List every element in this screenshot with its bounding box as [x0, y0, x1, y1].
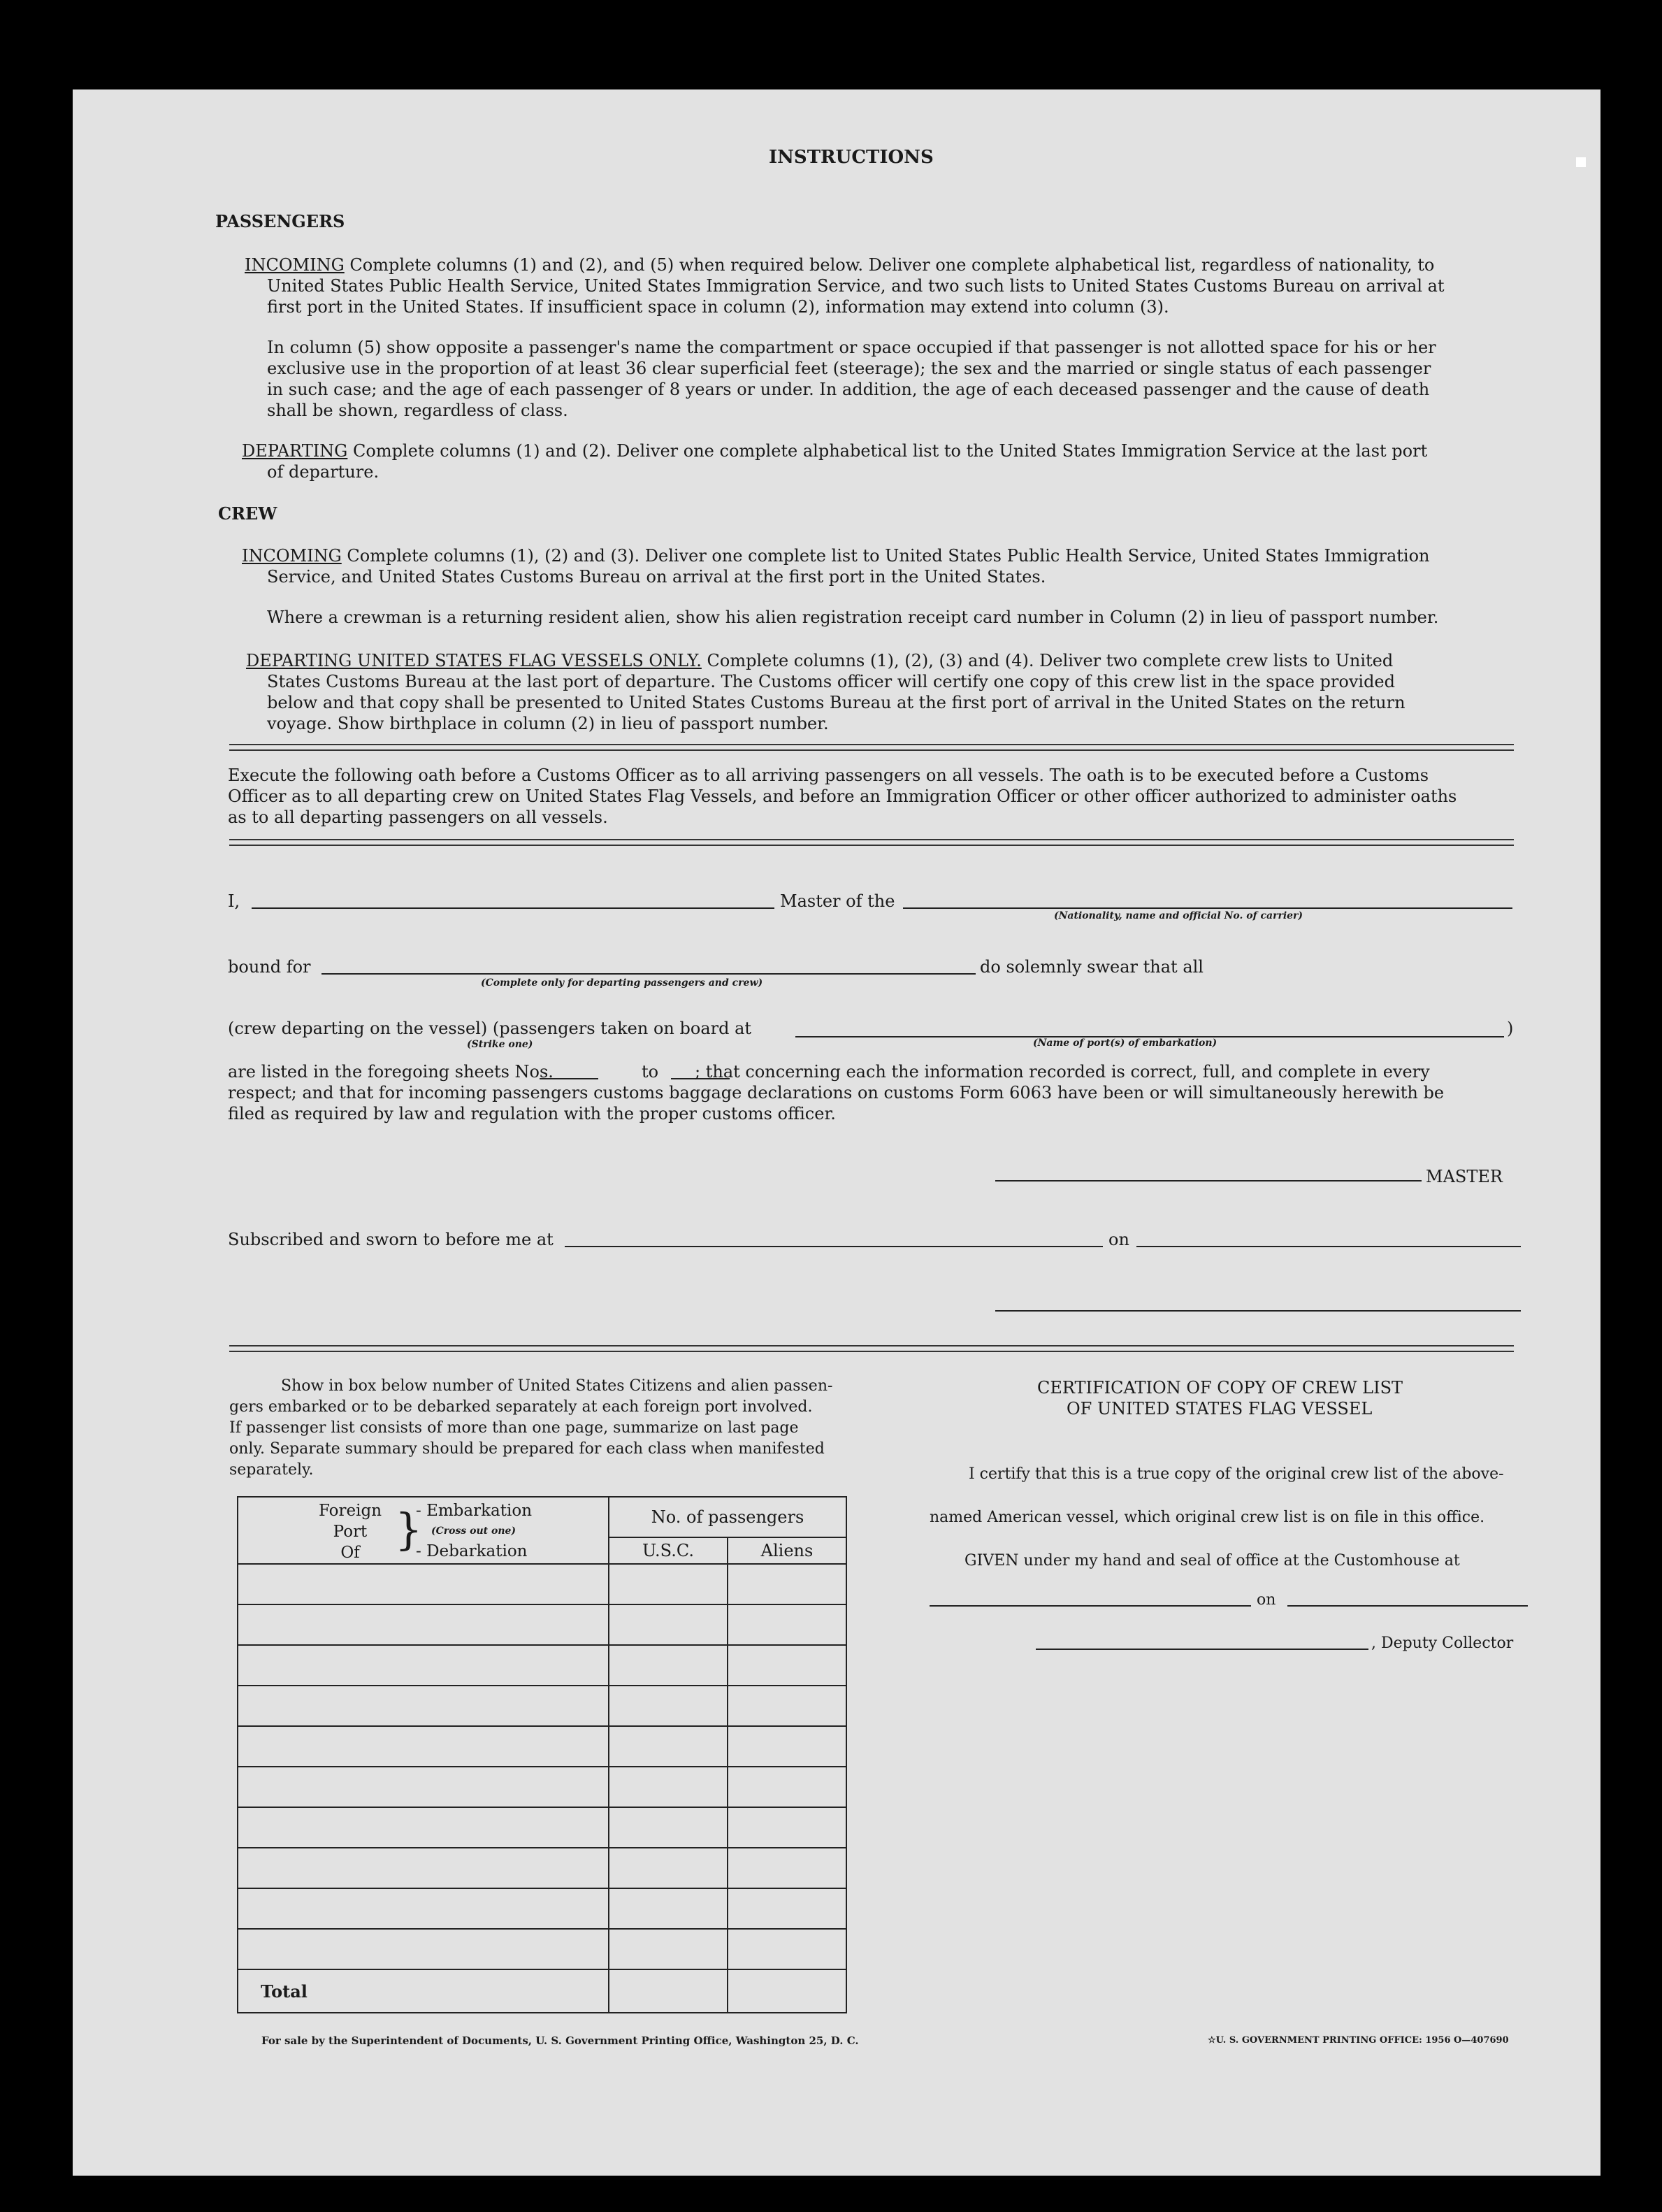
- master-signature-field[interactable]: [995, 1180, 1422, 1182]
- no-passengers-header: No. of passengers: [609, 1497, 846, 1537]
- sworn-date-field[interactable]: [1136, 1246, 1521, 1247]
- certify-on-label: on: [1257, 1591, 1276, 1609]
- passengers-heading: PASSENGERS: [215, 211, 345, 231]
- crew-incoming-line-2: Service, and United States Customs Bureau on arrival at the first port in the United States.: [267, 567, 1046, 587]
- bound-for-label: bound for: [228, 957, 311, 977]
- footer-left: For sale by the Superintendent of Documents, U. S. Government Printing Office, Washington 25, D. C.: [261, 2034, 859, 2047]
- aliens-total-cell[interactable]: [728, 1969, 846, 2013]
- master-label: MASTER: [1426, 1167, 1503, 1186]
- foreign-label: Foreign: [318, 1502, 382, 1520]
- usc-cell[interactable]: [609, 1686, 728, 1726]
- table-row: [238, 1686, 846, 1726]
- sworn-on-label: on: [1108, 1230, 1129, 1249]
- column5-line-3: in such case; and the age of each passenger of 8 years or under. In addition, the age of each deceased passenger and the cause of death: [267, 380, 1430, 399]
- summary-line-2: gers embarked or to be debarked separately at each foreign port involved.: [229, 1398, 813, 1416]
- page-title: INSTRUCTIONS: [769, 147, 934, 168]
- master-name-field[interactable]: [252, 907, 774, 909]
- aliens-cell[interactable]: [728, 1929, 846, 1969]
- debarkation-label: - Debarkation: [416, 1542, 528, 1560]
- divider: [229, 1345, 1514, 1352]
- aliens-cell[interactable]: [728, 1604, 846, 1645]
- sworn-place-field[interactable]: [565, 1246, 1103, 1247]
- certification-heading-1: CERTIFICATION OF COPY OF CREW LIST: [1037, 1378, 1403, 1398]
- passengers-incoming-para-1: [245, 254, 1434, 275]
- aliens-cell[interactable]: [728, 1767, 846, 1807]
- certify-line-2: named American vessel, which original crew list is on file in this office.: [930, 1509, 1485, 1526]
- port-label: Port: [333, 1523, 368, 1541]
- bound-for-field[interactable]: [321, 973, 976, 975]
- certify-line-3: GIVEN under my hand and seal of office at the Customhouse at: [964, 1552, 1460, 1570]
- certify-date-field[interactable]: [1287, 1605, 1528, 1607]
- crew-flag-text: Complete columns (1), (2), (3) and (4). Deliver two complete crew lists to United: [707, 651, 1394, 670]
- certification-heading-2: OF UNITED STATES FLAG VESSEL: [1067, 1399, 1373, 1419]
- usc-cell[interactable]: [609, 1929, 728, 1969]
- usc-cell[interactable]: [609, 1807, 728, 1848]
- deputy-signature-field[interactable]: [1036, 1649, 1368, 1650]
- table-row: [238, 1564, 846, 1604]
- passengers-incoming-line-3: first port in the United States. If insufficient space in column (2), information may extend into column (3).: [267, 297, 1169, 317]
- oath-i-label: I,: [228, 891, 240, 911]
- crew-incoming-line-1: [242, 545, 1430, 566]
- listed-correct-text: ; that concerning each the information recorded is correct, full, and complete in every: [695, 1062, 1430, 1082]
- table-row: [238, 1929, 846, 1969]
- footer-right: ☆U. S. GOVERNMENT PRINTING OFFICE: 1956 O—407690: [1208, 2035, 1509, 2046]
- swear-label: do solemnly swear that all: [980, 957, 1204, 977]
- usc-total-cell[interactable]: [609, 1969, 728, 2013]
- usc-cell[interactable]: [609, 1726, 728, 1767]
- passenger-summary-table: [237, 1496, 847, 2013]
- port-cell[interactable]: [238, 1645, 609, 1686]
- table-row: [238, 1888, 846, 1929]
- port-caption: (Name of port(s) of embarkation): [1033, 1037, 1217, 1049]
- port-cell[interactable]: [238, 1848, 609, 1888]
- carrier-field[interactable]: [903, 907, 1512, 909]
- table-row: [238, 1848, 846, 1888]
- passengers-incoming-text: Complete columns (1) and (2), and (5) when required below. Deliver one complete alphabetical list, regardless of nationality, to: [349, 255, 1435, 275]
- divider: [229, 839, 1514, 846]
- table-row: [238, 1645, 846, 1686]
- foreign-port-header: [238, 1497, 609, 1564]
- crew-incoming-text: Complete columns (1), (2) and (3). Deliver one complete list to United States Public Health Service, United States Immigration: [347, 546, 1430, 566]
- crew-flag-line-2: States Customs Bureau at the last port of departure. The Customs officer will certify one copy of this crew list in the space provided: [267, 672, 1395, 691]
- listed-sheets-label: are listed in the foregoing sheets Nos.: [228, 1062, 554, 1082]
- divider: [229, 744, 1514, 751]
- usc-cell[interactable]: [609, 1645, 728, 1686]
- port-cell[interactable]: [238, 1929, 609, 1969]
- of-label: Of: [340, 1544, 360, 1562]
- aliens-header: Aliens: [728, 1537, 846, 1564]
- complete-caption: (Complete only for departing passengers and crew): [481, 977, 763, 989]
- usc-header: U.S.C.: [609, 1537, 728, 1564]
- total-row: [238, 1969, 846, 2013]
- page-notch: [1576, 157, 1586, 167]
- usc-cell[interactable]: [609, 1564, 728, 1604]
- filed-text: filed as required by law and regulation with the proper customs officer.: [228, 1104, 836, 1123]
- port-cell[interactable]: [238, 1807, 609, 1848]
- oath-intro-line-1: Execute the following oath before a Customs Officer as to all arriving passengers on all vessels. The oath is to be executed before a Customs: [228, 766, 1429, 785]
- table-row: [238, 1726, 846, 1767]
- summary-line-3: If passenger list consists of more than one page, summarize on last page: [229, 1419, 799, 1437]
- port-cell[interactable]: [238, 1726, 609, 1767]
- oath-intro-line-3: as to all departing passengers on all vessels.: [228, 807, 608, 827]
- passengers-departing-line-1: [242, 440, 1427, 461]
- aliens-cell[interactable]: [728, 1848, 846, 1888]
- usc-cell[interactable]: [609, 1604, 728, 1645]
- table-row: [238, 1767, 846, 1807]
- crew-incoming-label: INCOMING: [242, 546, 342, 566]
- port-cell[interactable]: [238, 1767, 609, 1807]
- aliens-cell[interactable]: [728, 1564, 846, 1604]
- crew-flag-line-3: below and that copy shall be presented to United States Customs Bureau at the first port of arrival in the United States on the return: [267, 693, 1406, 712]
- table-row: [238, 1807, 846, 1848]
- crew-flag-label: DEPARTING UNITED STATES FLAG VESSELS ONLY.: [246, 651, 702, 670]
- usc-cell[interactable]: [609, 1888, 728, 1929]
- aliens-cell[interactable]: [728, 1645, 846, 1686]
- certify-line-1: I certify that this is a true copy of the original crew list of the above-: [969, 1465, 1504, 1483]
- subscribed-label: Subscribed and sworn to before me at: [228, 1230, 554, 1249]
- port-cell[interactable]: [238, 1888, 609, 1929]
- officer-signature-field[interactable]: [995, 1310, 1521, 1312]
- crew-returning-text: Where a crewman is a returning resident alien, show his alien registration receipt card number in Column (2) in lieu of passport number.: [267, 608, 1439, 627]
- crew-departing-label: (crew departing on the vessel) (passengers taken on board at: [228, 1019, 752, 1038]
- summary-line-4: only. Separate summary should be prepared for each class when manifested: [229, 1440, 825, 1458]
- deputy-collector-label: , Deputy Collector: [1371, 1635, 1514, 1652]
- table-row: [238, 1604, 846, 1645]
- crew-heading: CREW: [218, 503, 277, 524]
- respect-text: respect; and that for incoming passengers customs baggage declarations on customs Form 6063 have been or will simultaneously herewith be: [228, 1083, 1445, 1103]
- column5-line-1: In column (5) show opposite a passenger's name the compartment or space occupied if that passenger is not allotted space for his or her: [267, 338, 1436, 357]
- cross-out-caption: (Cross out one): [431, 1525, 516, 1537]
- brace-icon: }: [395, 1504, 423, 1555]
- passengers-departing-line-2: of departure.: [267, 462, 380, 482]
- aliens-cell[interactable]: [728, 1686, 846, 1726]
- passengers-incoming-line-2: United States Public Health Service, United States Immigration Service, and two such lists to United States Customs Bureau on arrival at: [267, 276, 1445, 296]
- summary-line-5: separately.: [229, 1461, 314, 1479]
- nationality-caption: (Nationality, name and official No. of carrier): [1054, 910, 1303, 921]
- strike-caption: (Strike one): [467, 1039, 533, 1050]
- passengers-incoming-label: INCOMING: [245, 255, 345, 275]
- sheet-from-field[interactable]: [540, 1078, 598, 1079]
- crew-flag-line-4: voyage. Show birthplace in column (2) in lieu of passport number.: [267, 714, 829, 733]
- column5-line-4: shall be shown, regardless of class.: [267, 401, 568, 420]
- listed-to-label: to: [642, 1062, 659, 1082]
- usc-cell[interactable]: [609, 1848, 728, 1888]
- crew-flag-line-1: [246, 650, 1393, 671]
- port-cell[interactable]: [238, 1686, 609, 1726]
- port-cell[interactable]: [238, 1604, 609, 1645]
- passengers-departing-text: Complete columns (1) and (2). Deliver one complete alphabetical list to the United States Immigration Service at the last port: [353, 441, 1428, 461]
- embarkation-label: - Embarkation: [416, 1502, 533, 1520]
- close-paren: ): [1507, 1019, 1514, 1038]
- oath-intro-line-2: Officer as to all departing crew on United States Flag Vessels, and before an Immigration Officer or other officer authorized to administer oaths: [228, 787, 1457, 806]
- aliens-cell[interactable]: [728, 1807, 846, 1848]
- summary-line-1: Show in box below number of United States Citizens and alien passen-: [281, 1377, 833, 1395]
- total-label: Total: [238, 1969, 609, 2013]
- aliens-cell[interactable]: [728, 1888, 846, 1929]
- column5-line-2: exclusive use in the proportion of at least 36 clear superficial feet (steerage); the sex and the married or single status of each passenger: [267, 359, 1431, 378]
- passengers-departing-label: DEPARTING: [242, 441, 348, 461]
- master-of-the-label: Master of the: [780, 891, 895, 911]
- port-cell[interactable]: [238, 1564, 609, 1604]
- usc-cell[interactable]: [609, 1767, 728, 1807]
- aliens-cell[interactable]: [728, 1726, 846, 1767]
- customhouse-field[interactable]: [930, 1605, 1251, 1607]
